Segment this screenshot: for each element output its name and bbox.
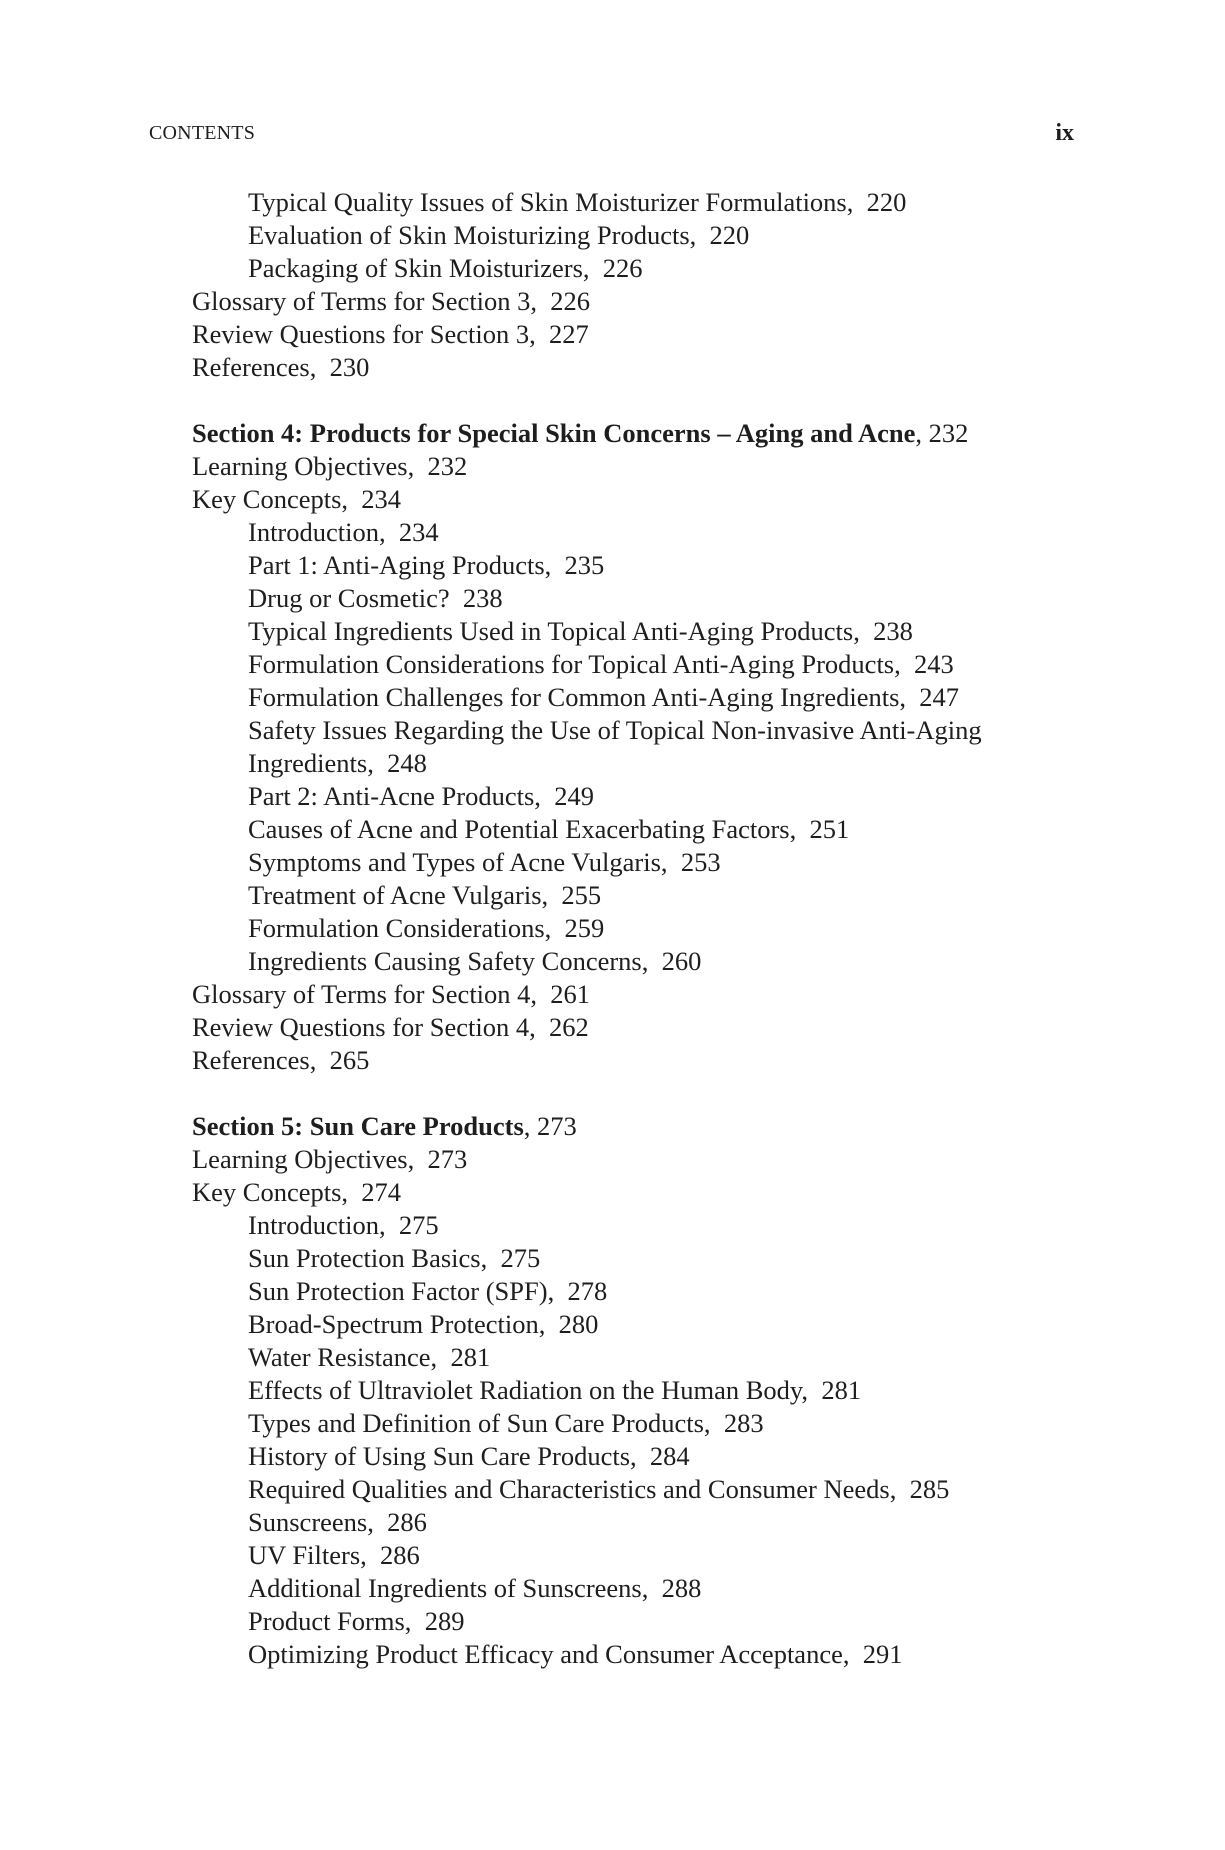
toc-entry-page: 284: [649, 1441, 690, 1471]
toc-entry-title: Key Concepts,: [192, 484, 349, 514]
toc-entry: [0, 582, 1225, 615]
toc-entry-title: Sun Protection Basics,: [248, 1243, 488, 1273]
toc-entry: [0, 351, 1225, 384]
toc-entry-title: Part 1: Anti-Aging Products,: [248, 550, 552, 580]
toc-entry: [0, 1440, 1225, 1473]
toc-entry-title: References,: [192, 352, 317, 382]
toc-entry-page: 288: [661, 1573, 702, 1603]
toc-entry: [0, 483, 1225, 516]
toc-entry-page: 265: [329, 1045, 370, 1075]
toc-entry: [0, 1209, 1225, 1242]
toc-entry-page: 234: [361, 484, 402, 514]
toc-entry-page: 230: [329, 352, 370, 382]
toc-entry: [0, 1605, 1225, 1638]
toc-entry-title: Formulation Considerations,: [248, 913, 552, 943]
toc-entry-page: , 232: [915, 418, 969, 448]
toc-entry: [0, 1506, 1225, 1539]
toc-entry: [0, 1638, 1225, 1671]
toc-entry-page: 255: [561, 880, 602, 910]
toc-entry: [0, 648, 1225, 681]
toc-entry-title: Glossary of Terms for Section 4,: [192, 979, 538, 1009]
toc-section-heading: [0, 417, 1225, 450]
toc-entry-title: Formulation Challenges for Common Anti-Aging Ingredients,: [248, 682, 907, 712]
toc-entry-page: 283: [723, 1408, 764, 1438]
toc-entry-page: 220: [866, 187, 907, 217]
toc-entry-page: 281: [821, 1375, 862, 1405]
toc-entry-page: 280: [558, 1309, 599, 1339]
toc-entry-title: Broad-Spectrum Protection,: [248, 1309, 546, 1339]
toc-entry-page: , 273: [523, 1111, 577, 1141]
toc-entry-page: 259: [564, 913, 605, 943]
toc-entry-page: 235: [564, 550, 605, 580]
toc-entry-page: 261: [550, 979, 591, 1009]
toc-entry-page: 226: [602, 253, 643, 283]
toc-entry-title: Introduction,: [248, 1210, 386, 1240]
toc-entry-title: Section 5: Sun Care Products: [192, 1111, 524, 1141]
toc-entry-page: 248: [387, 748, 427, 778]
toc-entry: [0, 1176, 1225, 1209]
toc-entry: [0, 516, 1225, 549]
toc-entry-title: References,: [192, 1045, 317, 1075]
toc-entry-title: Product Forms,: [248, 1606, 412, 1636]
toc-entry-title: Typical Quality Issues of Skin Moisturizer Formulations,: [248, 187, 854, 217]
toc-entry: [0, 714, 1225, 747]
toc-entry: [0, 978, 1225, 1011]
toc-entry-page: 262: [548, 1012, 589, 1042]
toc-entry-page: 243: [914, 649, 954, 679]
toc-entry: [0, 1341, 1225, 1374]
toc-entry: [0, 912, 1225, 945]
table-of-contents: [0, 186, 1225, 1671]
toc-entry: [0, 549, 1225, 582]
toc-entry-page: 275: [398, 1210, 439, 1240]
toc-entry-page: 273: [427, 1144, 468, 1174]
toc-entry: [0, 1143, 1225, 1176]
toc-entry-title: Learning Objectives,: [192, 1144, 415, 1174]
toc-entry: [0, 1473, 1225, 1506]
toc-entry: [0, 1374, 1225, 1407]
toc-entry-page: 281: [450, 1342, 491, 1372]
running-header: [149, 122, 1074, 150]
toc-entry-page: 234: [398, 517, 439, 547]
toc-entry: [0, 1572, 1225, 1605]
running-title: CONTENTS: [149, 122, 256, 144]
toc-entry-title: History of Using Sun Care Products,: [248, 1441, 637, 1471]
toc-entry: [0, 318, 1225, 351]
toc-entry-page: 226: [550, 286, 591, 316]
toc-entry-page: 291: [862, 1639, 903, 1669]
toc-entry-title: Water Resistance,: [248, 1342, 438, 1372]
toc-entry-title: Formulation Considerations for Topical Anti-Aging Products,: [248, 649, 901, 679]
toc-entry-title: Ingredients,: [248, 748, 374, 778]
toc-entry-title: Introduction,: [248, 517, 386, 547]
toc-entry-page: 253: [680, 847, 721, 877]
toc-entry: [0, 879, 1225, 912]
toc-entry: [0, 747, 1225, 780]
toc-entry-title: Causes of Acne and Potential Exacerbating Factors,: [248, 814, 797, 844]
toc-entry-title: Review Questions for Section 3,: [192, 319, 536, 349]
toc-entry-title: UV Filters,: [248, 1540, 367, 1570]
toc-entry-page: 289: [424, 1606, 465, 1636]
toc-entry: [0, 1242, 1225, 1275]
toc-entry-title: Section 4: Products for Special Skin Concerns – Aging and Acne: [192, 418, 916, 448]
toc-entry: [0, 1539, 1225, 1572]
toc-entry-title: Types and Definition of Sun Care Products,: [248, 1408, 711, 1438]
toc-entry-title: Required Qualities and Characteristics and Consumer Needs,: [248, 1474, 897, 1504]
toc-entry: [0, 780, 1225, 813]
toc-entry: [0, 1044, 1225, 1077]
toc-entry-title: Drug or Cosmetic?: [248, 583, 450, 613]
toc-entry-title: Effects of Ultraviolet Radiation on the Human Body,: [248, 1375, 809, 1405]
toc-entry-page: 220: [709, 220, 750, 250]
toc-entry-title: Optimizing Product Efficacy and Consumer Acceptance,: [248, 1639, 850, 1669]
toc-entry-page: 232: [427, 451, 468, 481]
toc-entry-page: 227: [548, 319, 589, 349]
toc-entry-title: Part 2: Anti-Acne Products,: [248, 781, 541, 811]
toc-entry-title: Typical Ingredients Used in Topical Anti-Aging Products,: [248, 616, 860, 646]
toc-entry-page: 249: [554, 781, 594, 811]
toc-entry-page: 285: [909, 1474, 950, 1504]
toc-entry-title: Safety Issues Regarding the Use of Topical Non-invasive Anti-Aging: [248, 715, 982, 745]
toc-entry: [0, 1011, 1225, 1044]
toc-entry-page: 275: [500, 1243, 541, 1273]
toc-entry-title: Sun Protection Factor (SPF),: [248, 1276, 555, 1306]
toc-entry-page: 238: [873, 616, 913, 646]
toc-entry: [0, 285, 1225, 318]
toc-entry: [0, 1407, 1225, 1440]
toc-entry: [0, 846, 1225, 879]
toc-entry-page: 278: [567, 1276, 608, 1306]
toc-entry-page: 274: [361, 1177, 402, 1207]
toc-entry-title: Symptoms and Types of Acne Vulgaris,: [248, 847, 668, 877]
toc-entry: [0, 945, 1225, 978]
toc-entry-title: Learning Objectives,: [192, 451, 415, 481]
toc-entry-title: Key Concepts,: [192, 1177, 349, 1207]
toc-entry-title: Sunscreens,: [248, 1507, 374, 1537]
page-number: ix: [1055, 120, 1074, 146]
toc-entry-page: 247: [919, 682, 960, 712]
toc-entry: [0, 1308, 1225, 1341]
toc-entry-title: Glossary of Terms for Section 3,: [192, 286, 538, 316]
toc-entry-page: 286: [387, 1507, 427, 1537]
toc-entry-page: 238: [462, 583, 503, 613]
toc-entry-page: 260: [661, 946, 702, 976]
toc-entry-title: Packaging of Skin Moisturizers,: [248, 253, 590, 283]
toc-entry: [0, 219, 1225, 252]
toc-entry: [0, 450, 1225, 483]
toc-section-heading: [0, 1110, 1225, 1143]
toc-entry: [0, 1275, 1225, 1308]
toc-entry: [0, 813, 1225, 846]
toc-entry: [0, 186, 1225, 219]
toc-entry: [0, 615, 1225, 648]
toc-entry: [0, 681, 1225, 714]
toc-entry: [0, 252, 1225, 285]
toc-entry-title: Review Questions for Section 4,: [192, 1012, 536, 1042]
toc-entry-title: Treatment of Acne Vulgaris,: [248, 880, 549, 910]
toc-entry-page: 286: [380, 1540, 420, 1570]
toc-entry-title: Additional Ingredients of Sunscreens,: [248, 1573, 649, 1603]
toc-entry-page: 251: [809, 814, 850, 844]
toc-entry-title: Evaluation of Skin Moisturizing Products,: [248, 220, 697, 250]
toc-entry-title: Ingredients Causing Safety Concerns,: [248, 946, 649, 976]
